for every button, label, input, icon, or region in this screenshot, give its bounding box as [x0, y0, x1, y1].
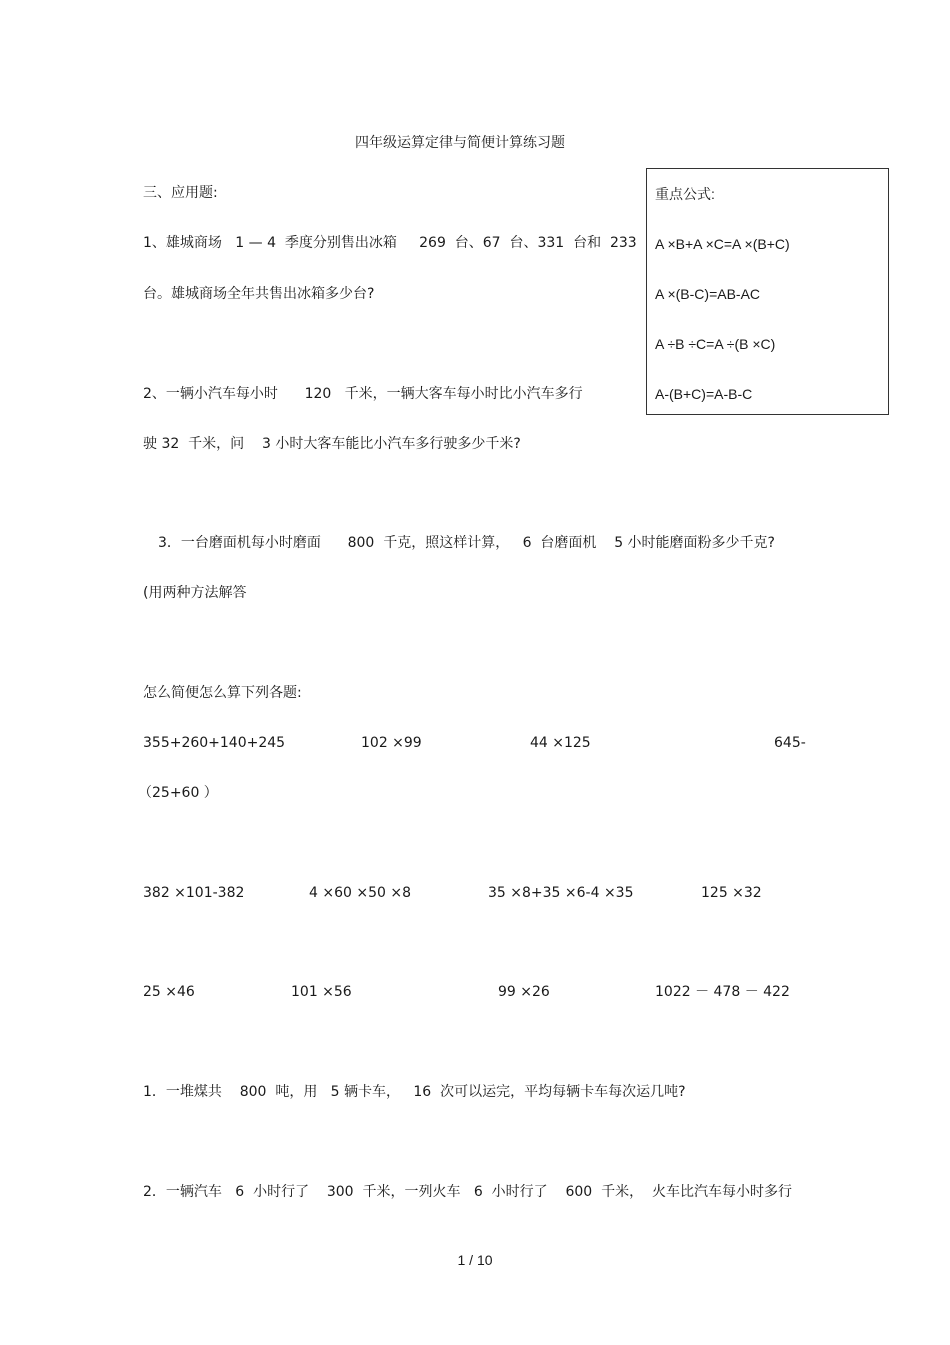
problem-2-line-2: 驶 32 千米，问 3 小时大客车能比小汽车多行驶多少千米? — [143, 436, 521, 452]
problem-2-line-1: 2、一辆小汽车每小时 120 千米，一辆大客车每小时比小汽车多行 — [143, 386, 583, 402]
page-title: 四年级运算定律与简便计算练习题 — [355, 135, 565, 151]
formula-subtraction: A-(B+C)=A-B-C — [655, 386, 753, 402]
page-number: 1 / 10 — [457, 1252, 493, 1268]
word-problem-1: 1．一堆煤共 800 吨，用 5 辆卡车， 16 次可以运完，平均每辆卡车每次运几吨? — [143, 1084, 686, 1100]
calc-item: 355+260+140+245 — [143, 735, 286, 751]
calc-item: 44 ×125 — [530, 735, 591, 751]
formula-distributive-sub: A ×(B-C)=AB-AC — [655, 286, 761, 302]
calc-item: 101 ×56 — [291, 984, 352, 1000]
key-formulas-box — [646, 168, 889, 415]
calc-item: 35 ×8+35 ×6-4 ×35 — [488, 885, 634, 901]
calc-item: （25+60 ） — [138, 785, 218, 801]
calc-heading: 怎么简便怎么算下列各题: — [143, 685, 302, 701]
calc-item: 102 ×99 — [361, 735, 422, 751]
calc-item: 1022 － 478 － 422 — [655, 984, 790, 1000]
problem-1-line-2: 台。雄城商场全年共售出冰箱多少台? — [143, 286, 375, 302]
problem-3-line-2: (用两种方法解答 — [143, 585, 247, 601]
calc-item: 125 ×32 — [701, 885, 762, 901]
calc-item: 645- — [774, 735, 806, 751]
formula-box-heading: 重点公式: — [655, 186, 715, 202]
problem-3-line-1: 3．一台磨面机每小时磨面 800 千克，照这样计算， 6 台磨面机 5 小时能磨面粉多少千克? — [158, 535, 775, 551]
word-problem-2: 2．一辆汽车 6 小时行了 300 千米，一列火车 6 小时行了 600 千米， 火车比汽车每小时多行 — [143, 1184, 792, 1200]
section-heading: 三、应用题: — [143, 185, 218, 201]
formula-distributive-add: A ×B+A ×C=A ×(B+C) — [655, 236, 790, 252]
calc-item: 99 ×26 — [498, 984, 550, 1000]
calc-item: 4 ×60 ×50 ×8 — [309, 885, 411, 901]
calc-item: 382 ×101-382 — [143, 885, 245, 901]
calc-item: 25 ×46 — [143, 984, 195, 1000]
problem-1-line-1: 1、雄城商场 1 — 4 季度分别售出冰箱 269 台、67 台、331 台和 233 — [143, 235, 637, 251]
formula-division: A ÷B ÷C=A ÷(B ×C) — [655, 336, 776, 352]
